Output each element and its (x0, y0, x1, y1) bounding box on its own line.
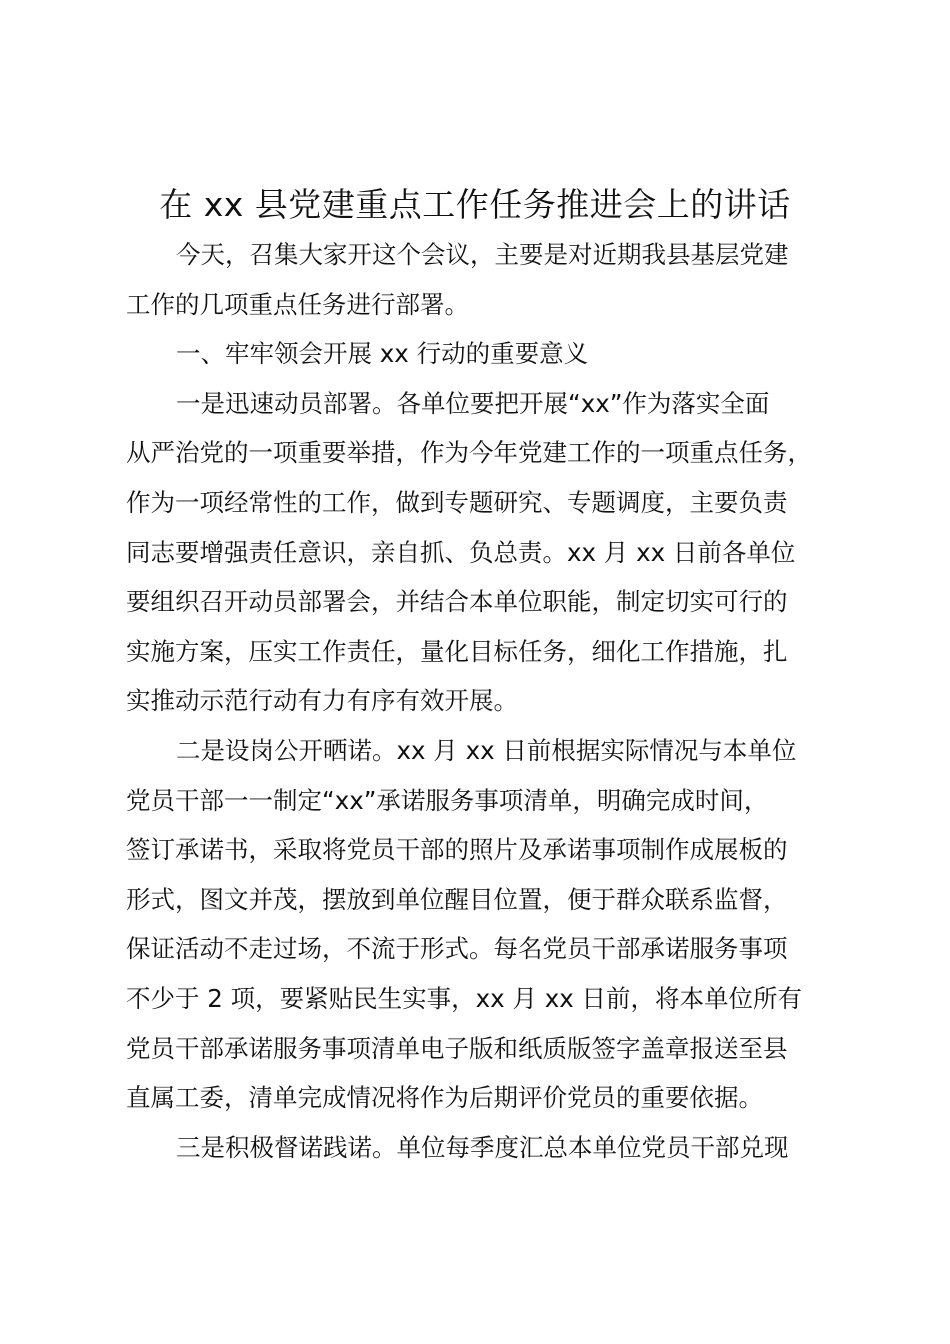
text-line: 同志要增强责任意识，亲自抓、负总责。xx 月 xx 日前各单位 (126, 537, 796, 567)
text-line: 从严治党的一项重要举措，作为今年党建工作的一项重点任务， (126, 438, 812, 468)
text-line: 要组织召开动员部署会，并结合本单位职能，制定切实可行的 (126, 587, 788, 617)
text-line: 工作的几项重点任务进行部署。 (126, 289, 469, 319)
text-line: 作为一项经常性的工作，做到专题研究、专题调度，主要负责 (126, 487, 788, 517)
text-line: 签订承诺书，采取将党员干部的照片及承诺事项制作成展板的 (126, 835, 788, 865)
text-line: 党员干部一一制定“xx”承诺服务事项清单，明确完成时间， (126, 785, 769, 815)
text-line: 实施方案，压实工作责任，量化目标任务，细化工作措施，扎 (126, 636, 788, 666)
text-line: 三是积极督诺践诺。单位每季度汇总本单位党员干部兑现 (176, 1132, 789, 1162)
paragraph-point-one (126, 379, 832, 726)
text-line: 一、牢牢领会开展 xx 行动的重要意义 (176, 339, 589, 369)
document-body (126, 230, 832, 1172)
text-line: 不少于 2 项，要紧贴民生实事，xx 月 xx 日前，将本单位所有 (126, 983, 803, 1013)
text-line: 直属工委，清单完成情况将作为后期评价党员的重要依据。 (126, 1083, 763, 1113)
text-line: 今天，召集大家开这个会议，主要是对近期我县基层党建 (176, 240, 789, 269)
text-line: 保证活动不走过场，不流于形式。每名党员干部承诺服务事项 (126, 934, 788, 964)
document-title: 在 xx 县党建重点工作任务推进会上的讲话 (159, 185, 791, 224)
paragraph-point-three (126, 1123, 832, 1173)
paragraph-intro (126, 230, 832, 329)
text-line: 一是迅速动员部署。各单位要把开展“xx”作为落实全面 (176, 388, 770, 418)
text-line: 党员干部承诺服务事项清单电子版和纸质版签字盖章报送至县 (126, 1033, 788, 1063)
paragraph-point-two (126, 726, 832, 1123)
section-heading (126, 329, 832, 379)
text-line: 二是设岗公开晒诺。xx 月 xx 日前根据实际情况与本单位 (176, 735, 797, 765)
text-line: 实推动示范行动有力有序有效开展。 (126, 686, 518, 716)
text-line: 形式，图文并茂，摆放到单位醒目位置，便于群众联系监督， (126, 884, 788, 914)
